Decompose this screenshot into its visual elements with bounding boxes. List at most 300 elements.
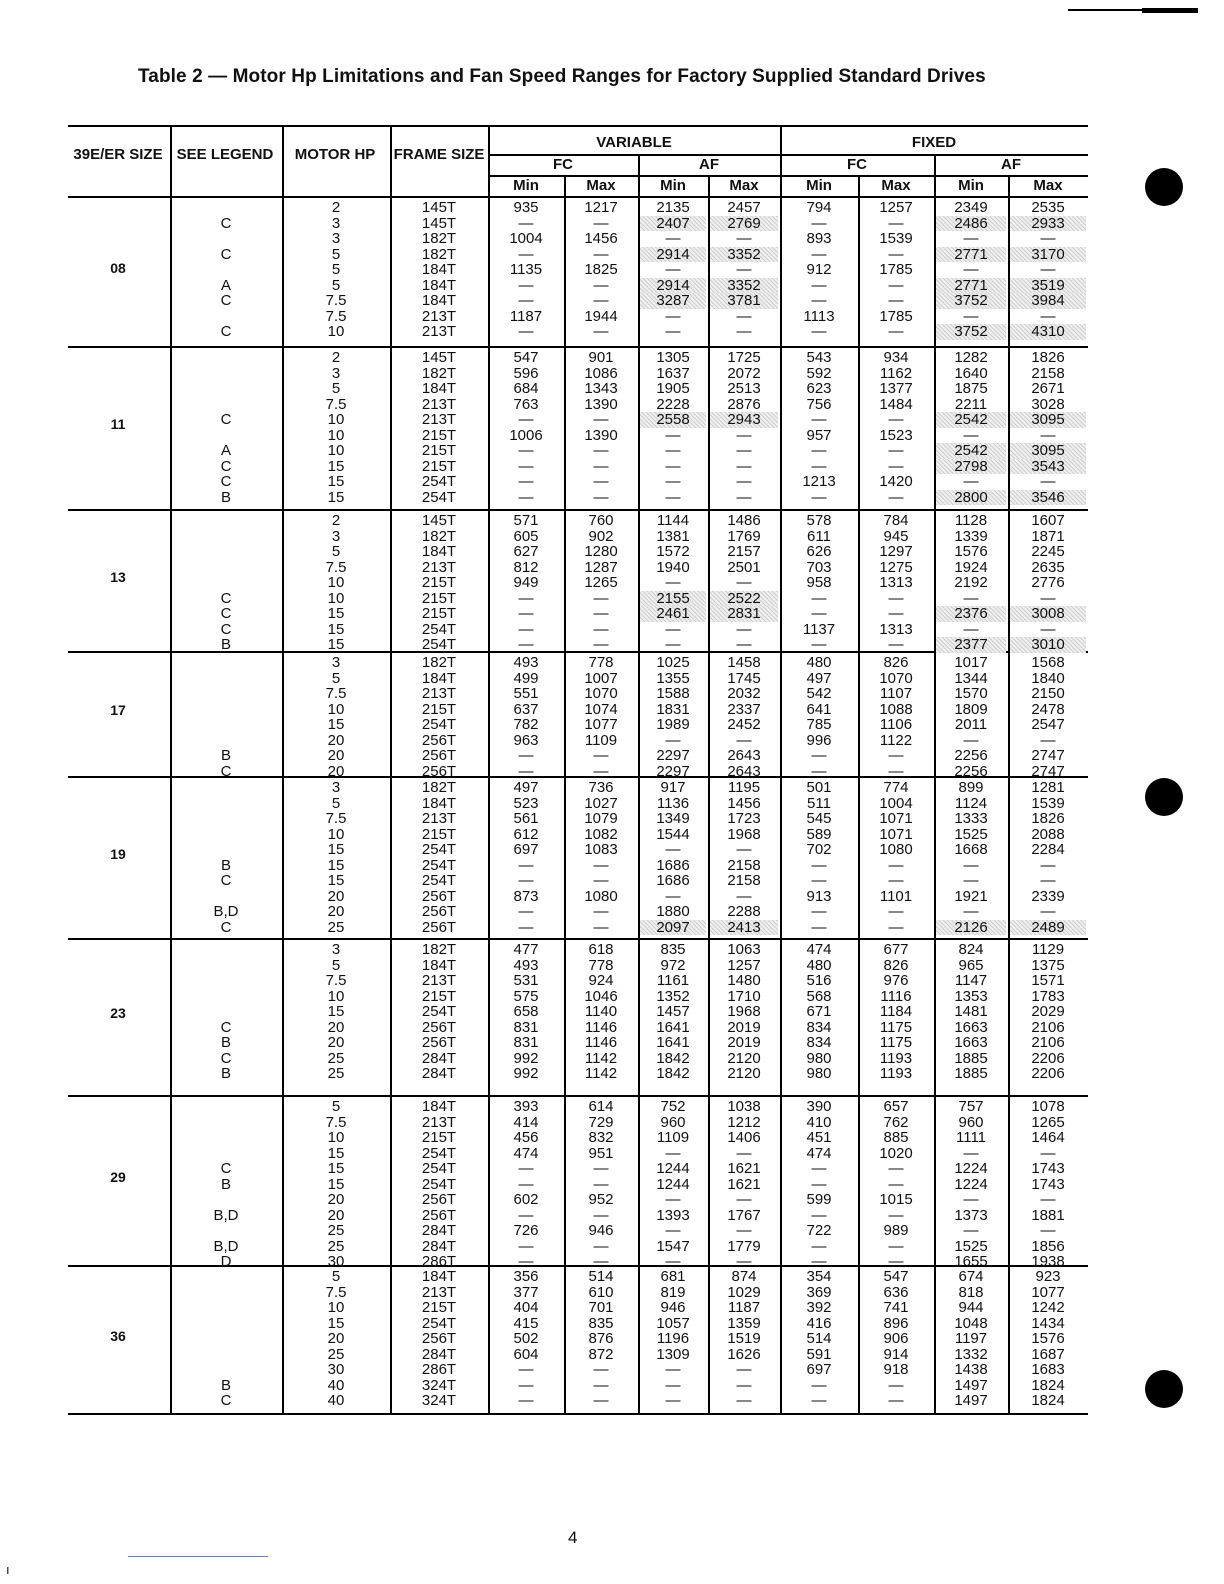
table-cell: 547: [883, 1268, 909, 1285]
table-cell: —: [811, 589, 827, 607]
table-cell: 184T: [421, 380, 457, 397]
table-cell: 831: [513, 1034, 539, 1051]
table-cell: 25: [327, 1237, 345, 1255]
table-cell: 145T: [421, 349, 457, 366]
table-cell: 1046: [584, 987, 618, 1005]
table-cell: 25: [327, 1065, 345, 1082]
table-cell: 254T: [421, 488, 457, 506]
table-cell: —: [1040, 1144, 1056, 1162]
table-cell: 701: [588, 1299, 614, 1316]
table-cell: 917: [660, 779, 686, 796]
table-cell: —: [811, 1376, 827, 1394]
table-cell: 1352: [656, 987, 690, 1005]
table-cell: 3752: [936, 324, 1006, 340]
table-cell: 10: [327, 987, 345, 1005]
table-cell: 1244: [656, 1160, 690, 1177]
table-cell: 1539: [1031, 794, 1065, 812]
rule-line: [68, 1413, 1088, 1415]
table-cell: —: [593, 1253, 609, 1270]
rule-line: [68, 938, 1088, 940]
table-cell: 2297: [656, 762, 690, 780]
table-cell: 1078: [1031, 1098, 1065, 1115]
table-cell: 7.5: [325, 558, 347, 576]
table-cell: 1280: [584, 543, 618, 560]
table-cell: 2914: [640, 247, 706, 263]
table-cell: 674: [958, 1268, 984, 1285]
table-cell: 2: [331, 199, 341, 216]
header-max: Max: [881, 177, 911, 194]
table-cell: 1079: [584, 810, 618, 827]
table-cell: 1668: [954, 841, 988, 858]
table-cell: 1122: [879, 731, 913, 749]
table-cell: —: [811, 605, 827, 622]
table-cell: —: [665, 1144, 681, 1162]
table-cell: 215T: [421, 457, 457, 475]
table-cell: 256T: [421, 903, 457, 920]
table-cell: 4310: [1010, 324, 1086, 340]
table-cell: 3: [331, 214, 341, 232]
table-cell: 545: [806, 810, 832, 827]
header-min: Min: [958, 177, 984, 194]
table-cell: 15: [327, 1003, 345, 1020]
table-cell: 1063: [727, 941, 761, 958]
table-cell: C: [220, 214, 232, 232]
table-cell: 5: [331, 543, 341, 560]
table-cell: —: [593, 214, 609, 232]
table-cell: —: [518, 620, 534, 638]
table-cell: —: [963, 1222, 979, 1239]
table-cell: 5: [331, 669, 341, 687]
table-cell: B,D: [213, 903, 239, 920]
table-cell: —: [811, 276, 827, 294]
table-cell: 2771: [936, 278, 1006, 294]
table-cell: —: [811, 1392, 827, 1409]
table-cell: 7.5: [325, 1283, 347, 1301]
table-cell: 1745: [727, 669, 761, 687]
table-cell: 256T: [421, 1330, 457, 1347]
table-cell: —: [665, 574, 681, 591]
table-cell: —: [1040, 856, 1056, 874]
table-cell: 1588: [656, 685, 690, 702]
table-cell: —: [811, 245, 827, 263]
table-cell: —: [736, 887, 752, 905]
table-cell: 15: [327, 605, 345, 622]
table-cell: 10: [327, 442, 345, 459]
table-cell: 1457: [656, 1003, 690, 1020]
size-label: 08: [110, 259, 126, 276]
table-cell: 356: [513, 1268, 539, 1285]
table-cell: 1779: [727, 1237, 761, 1255]
table-cell: 2157: [727, 543, 761, 560]
table-cell: 2933: [1010, 216, 1086, 232]
table-cell: 2643: [727, 762, 761, 780]
table-cell: 15: [327, 872, 345, 889]
table-cell: —: [736, 636, 752, 653]
table-cell: 896: [883, 1314, 909, 1332]
table-cell: 1071: [879, 825, 913, 843]
table-cell: 3: [331, 230, 341, 247]
table-cell: 1184: [879, 1003, 913, 1020]
table-cell: —: [811, 323, 827, 340]
table-cell: —: [811, 636, 827, 653]
table-cell: 1438: [954, 1361, 988, 1378]
table-cell: —: [665, 442, 681, 459]
table-cell: 980: [806, 1065, 832, 1082]
table-cell: —: [593, 1237, 609, 1255]
table-cell: —: [593, 872, 609, 889]
table-cell: 3008: [1010, 606, 1086, 622]
table-cell: C: [220, 762, 232, 780]
table-cell: 182T: [421, 527, 457, 545]
table-cell: —: [593, 747, 609, 764]
table-cell: 2256: [954, 762, 988, 780]
table-cell: —: [518, 1237, 534, 1255]
table-cell: 3543: [1010, 459, 1086, 475]
table-cell: —: [888, 276, 904, 294]
table-cell: —: [888, 872, 904, 889]
table-cell: 3352: [710, 247, 778, 263]
table-cell: 1456: [584, 230, 618, 247]
table-cell: 213T: [421, 1113, 457, 1131]
table-cell: 945: [883, 527, 909, 545]
table-cell: 3: [331, 941, 341, 958]
table-cell: 1106: [879, 716, 913, 733]
table-title: Table 2 — Motor Hp Limitations and Fan Speed Ranges for Factory Supplied Standard Drives: [138, 66, 986, 87]
table-cell: 2747: [1031, 762, 1065, 780]
table-cell: 778: [588, 956, 614, 974]
table-cell: 1687: [1031, 1345, 1065, 1363]
table-cell: 7.5: [325, 685, 347, 702]
table-cell: 3010: [1010, 637, 1086, 653]
table-cell: 213T: [421, 307, 457, 325]
table-cell: 2106: [1031, 1034, 1065, 1051]
table-cell: 2206: [1031, 1065, 1065, 1082]
table-cell: 284T: [421, 1345, 457, 1363]
table-cell: 1162: [879, 364, 913, 382]
table-cell: 324T: [421, 1376, 457, 1394]
table-cell: C: [220, 620, 232, 638]
table-cell: 1309: [656, 1345, 690, 1363]
table-cell: —: [888, 411, 904, 428]
table-cell: —: [593, 620, 609, 638]
table-cell: 1027: [584, 794, 618, 812]
table-cell: 1497: [954, 1392, 988, 1409]
table-cell: 1940: [656, 558, 690, 576]
table-cell: 794: [806, 199, 832, 216]
table-cell: 480: [806, 654, 832, 671]
table-cell: —: [888, 605, 904, 622]
table-cell: 547: [513, 349, 539, 366]
table-cell: 3028: [1031, 395, 1065, 413]
table-cell: —: [736, 323, 752, 340]
table-cell: 254T: [421, 1160, 457, 1177]
table-cell: 1464: [1031, 1129, 1065, 1146]
table-cell: —: [593, 323, 609, 340]
table-cell: 2135: [656, 199, 690, 216]
size-label: 23: [110, 1005, 126, 1021]
table-cell: —: [736, 574, 752, 591]
table-cell: 7.5: [325, 395, 347, 413]
table-cell: 502: [513, 1330, 539, 1347]
table-cell: 1343: [584, 380, 618, 397]
table-cell: —: [665, 841, 681, 858]
table-cell: 1686: [656, 856, 690, 874]
table-cell: —: [736, 620, 752, 638]
size-label: 17: [110, 702, 126, 718]
table-cell: 3984: [1010, 293, 1086, 309]
table-cell: 2032: [727, 685, 761, 702]
table-cell: 1905: [656, 380, 690, 397]
table-cell: 605: [513, 527, 539, 545]
table-cell: C: [220, 1049, 232, 1067]
table-cell: —: [593, 1361, 609, 1378]
table-cell: 215T: [421, 589, 457, 607]
table-cell: 1355: [656, 669, 690, 687]
table-cell: —: [1040, 872, 1056, 889]
table-cell: 493: [513, 654, 539, 671]
table-cell: 901: [588, 349, 614, 366]
table-cell: 2535: [1031, 199, 1065, 216]
table-cell: 5: [331, 245, 341, 263]
table-cell: —: [1040, 620, 1056, 638]
table-cell: 657: [883, 1098, 909, 1115]
binder-hole: [1145, 1370, 1183, 1408]
table-cell: 1088: [879, 700, 913, 718]
table-cell: 516: [806, 972, 832, 989]
table-cell: 637: [513, 700, 539, 718]
table-cell: 1017: [954, 654, 988, 671]
table-cell: 599: [806, 1191, 832, 1208]
table-cell: 834: [806, 1034, 832, 1051]
table-cell: 946: [660, 1299, 686, 1316]
table-cell: 944: [958, 1299, 984, 1316]
table-cell: —: [593, 903, 609, 920]
table-cell: 832: [588, 1129, 614, 1146]
table-cell: 963: [513, 731, 539, 749]
table-cell: 184T: [421, 276, 457, 294]
table-cell: 1885: [954, 1065, 988, 1082]
table-cell: —: [593, 245, 609, 263]
table-cell: 2206: [1031, 1049, 1065, 1067]
table-cell: 5: [331, 794, 341, 812]
table-cell: 15: [327, 1314, 345, 1332]
table-cell: 636: [883, 1283, 909, 1301]
table-cell: —: [665, 230, 681, 247]
table-cell: 1006: [509, 426, 543, 444]
table-cell: 958: [806, 574, 832, 591]
table-cell: 1938: [1031, 1253, 1065, 1270]
table-cell: —: [518, 636, 534, 653]
table-cell: —: [593, 292, 609, 309]
table-cell: 182T: [421, 779, 457, 796]
table-cell: —: [811, 856, 827, 874]
table-cell: 1107: [879, 685, 913, 702]
table-cell: 826: [883, 956, 909, 974]
table-cell: 1576: [1031, 1330, 1065, 1347]
table-cell: 561: [513, 810, 539, 827]
table-cell: 20: [327, 1330, 345, 1347]
table-cell: 184T: [421, 794, 457, 812]
rule-line: [488, 154, 1088, 156]
table-cell: 7.5: [325, 810, 347, 827]
table-cell: 182T: [421, 245, 457, 263]
table-cell: —: [963, 473, 979, 490]
table-cell: 1767: [727, 1206, 761, 1224]
table-cell: 182T: [421, 364, 457, 382]
table-cell: 256T: [421, 1034, 457, 1051]
table-cell: 618: [588, 941, 614, 958]
table-cell: 25: [327, 1049, 345, 1067]
table-cell: 474: [513, 1144, 539, 1162]
table-cell: 935: [513, 199, 539, 216]
table-cell: 1607: [1031, 512, 1065, 529]
table-cell: 10: [327, 589, 345, 607]
table-cell: 7.5: [325, 307, 347, 325]
table-cell: —: [888, 245, 904, 263]
table-cell: —: [1040, 473, 1056, 490]
table-cell: 1989: [656, 716, 690, 733]
table-cell: 3546: [1010, 490, 1086, 506]
table-cell: 254T: [421, 856, 457, 874]
table-cell: —: [736, 307, 752, 325]
table-cell: 20: [327, 731, 345, 749]
table-cell: 514: [588, 1268, 614, 1285]
size-label: 36: [110, 1327, 126, 1344]
table-cell: 1193: [879, 1065, 913, 1082]
corner-mark: ı: [6, 1562, 10, 1577]
table-cell: 286T: [421, 1253, 457, 1270]
table-cell: 3287: [640, 293, 706, 309]
table-cell: 2558: [640, 412, 706, 428]
table-cell: —: [593, 411, 609, 428]
table-cell: 614: [588, 1098, 614, 1115]
table-cell: 393: [513, 1098, 539, 1115]
table-cell: 215T: [421, 987, 457, 1005]
table-cell: 2029: [1031, 1003, 1065, 1020]
table-cell: C: [220, 473, 232, 490]
table-cell: 410: [806, 1113, 832, 1131]
table-cell: 1921: [954, 887, 988, 905]
table-cell: 1481: [954, 1003, 988, 1020]
table-cell: 2339: [1031, 887, 1065, 905]
table-cell: 254T: [421, 620, 457, 638]
table-cell: 7.5: [325, 1113, 347, 1131]
table-cell: 451: [806, 1129, 832, 1146]
table-cell: 1287: [584, 558, 618, 576]
table-cell: 3519: [1010, 278, 1086, 294]
table-cell: 831: [513, 1018, 539, 1036]
table-cell: —: [593, 442, 609, 459]
table-cell: —: [665, 620, 681, 638]
table-cell: 474: [806, 941, 832, 958]
table-cell: 1265: [1031, 1113, 1065, 1131]
table-cell: 284T: [421, 1049, 457, 1067]
table-cell: 3: [331, 527, 341, 545]
table-cell: 20: [327, 1018, 345, 1036]
header-max: Max: [1033, 177, 1063, 194]
table-cell: 390: [806, 1098, 832, 1115]
table-cell: 1663: [954, 1034, 988, 1051]
table-cell: 1486: [727, 512, 761, 529]
table-cell: —: [593, 1392, 609, 1409]
table-cell: 604: [513, 1345, 539, 1363]
table-cell: —: [593, 276, 609, 294]
table-cell: A: [220, 442, 231, 459]
table-cell: 1224: [954, 1175, 988, 1193]
table-cell: 213T: [421, 972, 457, 989]
table-cell: —: [518, 1160, 534, 1177]
table-cell: 578: [806, 512, 832, 529]
table-cell: —: [1040, 261, 1056, 278]
table-cell: —: [963, 1191, 979, 1208]
table-cell: 20: [327, 1206, 345, 1224]
table-cell: 1344: [954, 669, 988, 687]
table-cell: 256T: [421, 731, 457, 749]
table-cell: 1224: [954, 1160, 988, 1177]
table-cell: 1390: [584, 426, 618, 444]
table-cell: 184T: [421, 956, 457, 974]
table-cell: —: [593, 1376, 609, 1394]
table-cell: 2643: [727, 747, 761, 764]
table-cell: 1871: [1031, 527, 1065, 545]
table-cell: 184T: [421, 1098, 457, 1115]
table-cell: 835: [660, 941, 686, 958]
table-cell: 1576: [954, 543, 988, 560]
table-cell: —: [665, 1376, 681, 1394]
size-label: 19: [110, 845, 126, 862]
table-cell: 918: [883, 1361, 909, 1378]
table-cell: 1313: [879, 574, 913, 591]
table-cell: —: [963, 731, 979, 749]
table-cell: —: [518, 903, 534, 920]
table-cell: 627: [513, 543, 539, 560]
table-cell: —: [593, 473, 609, 490]
table-cell: 5: [331, 380, 341, 397]
table-cell: 254T: [421, 872, 457, 889]
table-cell: 2337: [727, 700, 761, 718]
table-cell: 1525: [954, 825, 988, 843]
table-cell: 1136: [656, 794, 690, 812]
table-cell: 1393: [656, 1206, 690, 1224]
table-cell: 1349: [656, 810, 690, 827]
table-cell: —: [736, 1253, 752, 1270]
table-cell: 952: [588, 1191, 614, 1208]
table-cell: 2256: [954, 747, 988, 764]
table-cell: 543: [806, 349, 832, 366]
table-cell: —: [888, 488, 904, 506]
table-cell: —: [518, 1361, 534, 1378]
table-cell: 1175: [879, 1018, 913, 1036]
table-cell: —: [811, 1175, 827, 1193]
table-cell: —: [593, 1175, 609, 1193]
table-cell: 184T: [421, 669, 457, 687]
table-cell: 254T: [421, 1175, 457, 1193]
table-cell: 354: [806, 1268, 832, 1285]
table-cell: —: [518, 872, 534, 889]
table-cell: 1080: [879, 841, 913, 858]
table-cell: 2106: [1031, 1018, 1065, 1036]
header-fix-af: AF: [1001, 156, 1021, 173]
table-cell: 414: [513, 1113, 539, 1131]
table-cell: 885: [883, 1129, 909, 1146]
table-cell: 951: [588, 1144, 614, 1162]
table-cell: B: [220, 1376, 231, 1394]
table-cell: —: [736, 1191, 752, 1208]
table-cell: 681: [660, 1268, 686, 1285]
table-cell: 15: [327, 1160, 345, 1177]
table-cell: 1641: [656, 1018, 690, 1036]
table-cell: 456: [513, 1129, 539, 1146]
